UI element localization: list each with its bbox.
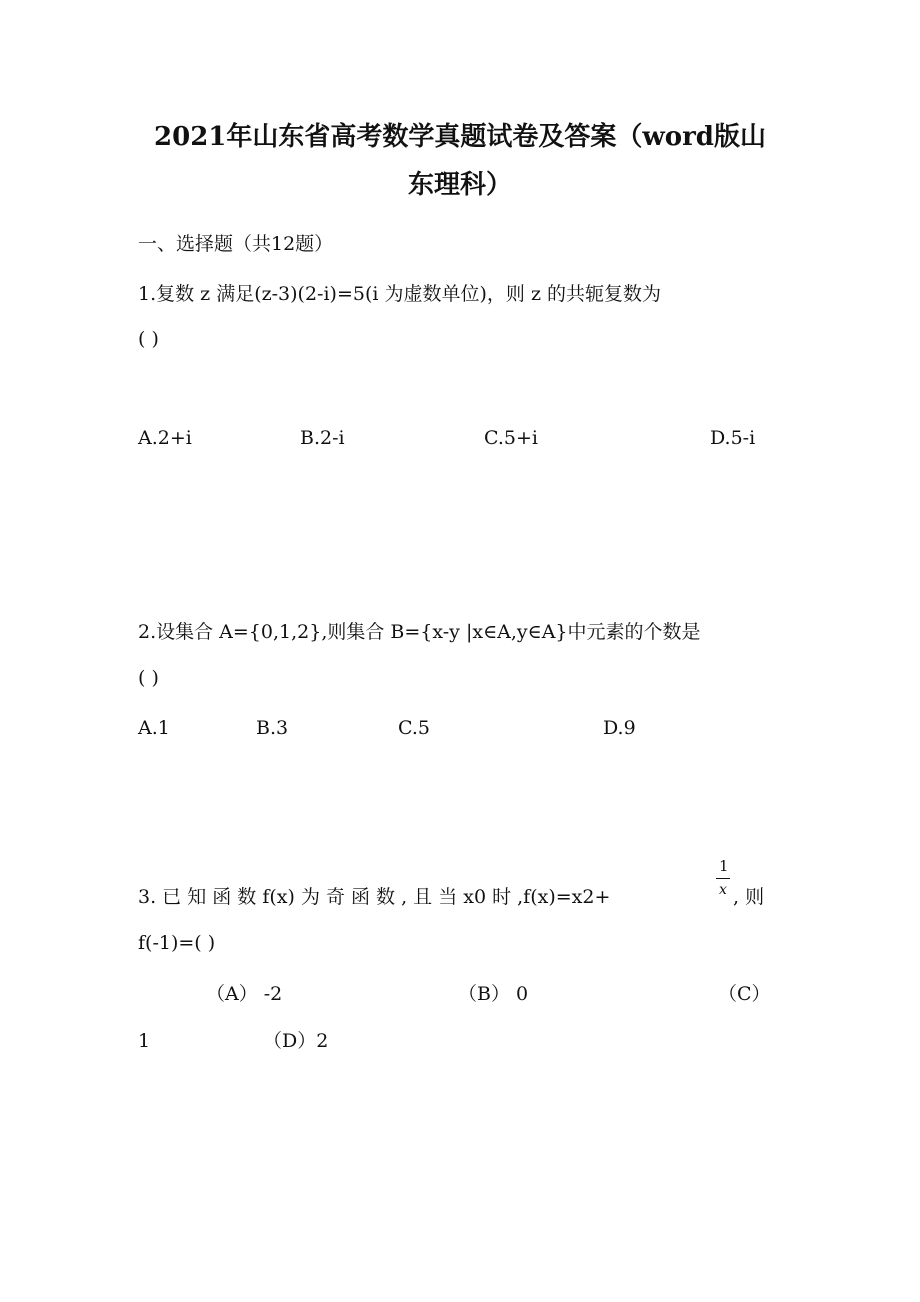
- question-2-stem: 2.设集合 A={0,1,2},则集合 B={x-y |x∈A,y∈A}中元素的个数是: [138, 621, 701, 643]
- question-1-option-a: A.2+i: [138, 427, 192, 449]
- question-2-option-a: A.1: [138, 717, 170, 739]
- question-2-blank: ( ): [138, 667, 159, 689]
- document-title-line-1: 2021年山东省高考数学真题试卷及答案（word版山: [154, 122, 766, 152]
- question-2-option-d: D.9: [603, 717, 636, 739]
- question-3-stem-start: 3. 已 知 函 数 f(x) 为 奇 函 数 , 且 当 x0 时 ,f(x)=x2+: [138, 886, 611, 908]
- question-3-option-d: （D）2: [263, 1030, 329, 1052]
- document-title-line-2: 东理科）: [407, 170, 512, 200]
- question-1-option-b: B.2-i: [300, 427, 345, 449]
- question-1-blank: ( ): [138, 328, 159, 350]
- question-2-option-c: C.5: [398, 717, 430, 739]
- question-1-option-c: C.5+i: [484, 427, 538, 449]
- question-3-fraction-denominator: x: [719, 882, 727, 898]
- question-3-option-c-value: 1: [138, 1030, 151, 1052]
- question-1-option-d: D.5-i: [710, 427, 756, 449]
- question-3-blank: f(-1)=( ): [138, 932, 216, 954]
- question-3-option-a: （A） -2: [206, 983, 283, 1005]
- question-3-stem-end: , 则: [733, 886, 765, 908]
- question-3-fraction-numerator: 1: [719, 857, 729, 875]
- question-3-option-b: （B） 0: [458, 983, 529, 1005]
- section-heading: 一、选择题（共12题）: [138, 233, 334, 255]
- question-3-option-c-label: （C）: [718, 983, 771, 1005]
- question-2-option-b: B.3: [256, 717, 289, 739]
- question-3-fraction-bar: [716, 878, 730, 879]
- question-1-stem: 1.复数 z 满足(z-3)(2-i)=5(i 为虚数单位)，则 z 的共轭复数为: [138, 283, 662, 305]
